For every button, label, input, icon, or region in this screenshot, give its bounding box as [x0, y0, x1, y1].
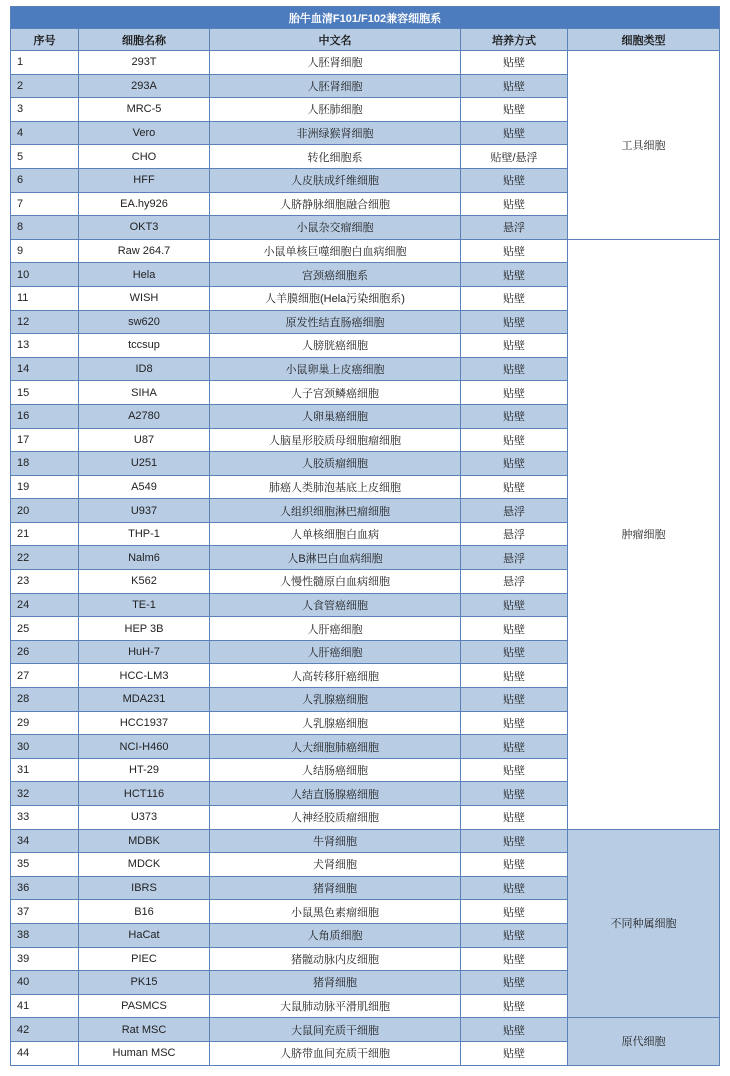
- row-culture-method: 贴壁: [461, 853, 568, 877]
- row-cell-name: SIHA: [79, 381, 210, 405]
- row-cell-type-group: 原代细胞: [568, 1018, 720, 1065]
- table-row: [11, 239, 720, 263]
- row-cell-name: PK15: [79, 971, 210, 995]
- row-chinese-name: 大鼠间充质干细胞: [210, 1018, 461, 1042]
- row-culture-method: 贴壁: [461, 617, 568, 641]
- row-index: 21: [11, 522, 79, 546]
- row-chinese-name: 人肝癌细胞: [210, 617, 461, 641]
- row-index: 17: [11, 428, 79, 452]
- row-index: 18: [11, 452, 79, 476]
- row-culture-method: 贴壁: [461, 381, 568, 405]
- row-cell-name: MDCK: [79, 853, 210, 877]
- row-chinese-name: 猪肾细胞: [210, 876, 461, 900]
- table-title-row: [11, 7, 720, 29]
- row-index: 23: [11, 570, 79, 594]
- row-culture-method: 贴壁: [461, 475, 568, 499]
- row-chinese-name: 人乳腺癌细胞: [210, 711, 461, 735]
- row-culture-method: 贴壁: [461, 664, 568, 688]
- row-cell-name: OKT3: [79, 216, 210, 240]
- row-culture-method: 贴壁: [461, 286, 568, 310]
- row-index: 20: [11, 499, 79, 523]
- row-chinese-name: 犬肾细胞: [210, 853, 461, 877]
- row-index: 25: [11, 617, 79, 641]
- row-chinese-name: 人胚肾细胞: [210, 51, 461, 75]
- row-chinese-name: 猪髋动脉内皮细胞: [210, 947, 461, 971]
- row-cell-name: PIEC: [79, 947, 210, 971]
- row-chinese-name: 人卵巢癌细胞: [210, 404, 461, 428]
- row-culture-method: 贴壁: [461, 947, 568, 971]
- row-cell-name: IBRS: [79, 876, 210, 900]
- row-culture-method: 贴壁: [461, 192, 568, 216]
- row-chinese-name: 人膀胱癌细胞: [210, 334, 461, 358]
- row-cell-name: MDBK: [79, 829, 210, 853]
- row-cell-name: HuH-7: [79, 640, 210, 664]
- row-chinese-name: 人高转移肝癌细胞: [210, 664, 461, 688]
- row-cell-name: 293T: [79, 51, 210, 75]
- row-index: 3: [11, 98, 79, 122]
- row-index: 9: [11, 239, 79, 263]
- row-index: 39: [11, 947, 79, 971]
- header-cell-type: 细胞类型: [568, 29, 720, 51]
- row-cell-name: Human MSC: [79, 1041, 210, 1065]
- row-culture-method: 贴壁: [461, 239, 568, 263]
- row-cell-name: U937: [79, 499, 210, 523]
- row-culture-method: 贴壁/悬浮: [461, 145, 568, 169]
- row-culture-method: 贴壁: [461, 452, 568, 476]
- header-culture-method: 培养方式: [461, 29, 568, 51]
- row-cell-name: WISH: [79, 286, 210, 310]
- row-culture-method: 贴壁: [461, 876, 568, 900]
- row-cell-type-group: 肿瘤细胞: [568, 239, 720, 829]
- row-chinese-name: 人脑星形胶质母细胞瘤细胞: [210, 428, 461, 452]
- row-culture-method: 悬浮: [461, 522, 568, 546]
- row-chinese-name: 人子宫颈鳞癌细胞: [210, 381, 461, 405]
- row-index: 36: [11, 876, 79, 900]
- row-chinese-name: 牛肾细胞: [210, 829, 461, 853]
- row-cell-type-group: 工具细胞: [568, 51, 720, 240]
- row-chinese-name: 人脐带血间充质干细胞: [210, 1041, 461, 1065]
- row-cell-name: HFF: [79, 168, 210, 192]
- row-chinese-name: 人食管癌细胞: [210, 593, 461, 617]
- row-culture-method: 贴壁: [461, 806, 568, 830]
- table-row: [11, 51, 720, 75]
- row-index: 13: [11, 334, 79, 358]
- table-row: [11, 1018, 720, 1042]
- header-cell-name: 细胞名称: [79, 29, 210, 51]
- row-index: 32: [11, 782, 79, 806]
- row-chinese-name: 人角质细胞: [210, 923, 461, 947]
- row-chinese-name: 小鼠卵巢上皮癌细胞: [210, 357, 461, 381]
- row-chinese-name: 小鼠单核巨噬细胞白血病细胞: [210, 239, 461, 263]
- row-cell-name: Nalm6: [79, 546, 210, 570]
- row-chinese-name: 人结直肠腺癌细胞: [210, 782, 461, 806]
- row-cell-name: MRC-5: [79, 98, 210, 122]
- row-index: 28: [11, 688, 79, 712]
- row-chinese-name: 人脐静脉细胞融合细胞: [210, 192, 461, 216]
- row-chinese-name: 人慢性髓原白血病细胞: [210, 570, 461, 594]
- row-culture-method: 贴壁: [461, 98, 568, 122]
- row-cell-name: HCC-LM3: [79, 664, 210, 688]
- row-index: 7: [11, 192, 79, 216]
- row-index: 8: [11, 216, 79, 240]
- row-index: 35: [11, 853, 79, 877]
- row-index: 37: [11, 900, 79, 924]
- row-index: 1: [11, 51, 79, 75]
- row-chinese-name: 原发性结直肠癌细胞: [210, 310, 461, 334]
- row-index: 34: [11, 829, 79, 853]
- row-culture-method: 贴壁: [461, 263, 568, 287]
- row-index: 44: [11, 1041, 79, 1065]
- row-cell-name: tccsup: [79, 334, 210, 358]
- row-cell-name: U373: [79, 806, 210, 830]
- row-culture-method: 贴壁: [461, 688, 568, 712]
- row-chinese-name: 人组织细胞淋巴瘤细胞: [210, 499, 461, 523]
- row-chinese-name: 猪肾细胞: [210, 971, 461, 995]
- row-culture-method: 贴壁: [461, 971, 568, 995]
- row-culture-method: 贴壁: [461, 310, 568, 334]
- row-culture-method: 贴壁: [461, 711, 568, 735]
- row-index: 33: [11, 806, 79, 830]
- cell-line-table-container: [10, 6, 719, 1066]
- row-index: 41: [11, 994, 79, 1018]
- row-cell-name: 293A: [79, 74, 210, 98]
- row-culture-method: 贴壁: [461, 640, 568, 664]
- row-culture-method: 贴壁: [461, 74, 568, 98]
- row-chinese-name: 小鼠黑色素瘤细胞: [210, 900, 461, 924]
- row-index: 16: [11, 404, 79, 428]
- row-cell-name: HEP 3B: [79, 617, 210, 641]
- header-chinese-name: 中文名: [210, 29, 461, 51]
- row-chinese-name: 人B淋巴白血病细胞: [210, 546, 461, 570]
- row-index: 15: [11, 381, 79, 405]
- table-body: [11, 51, 720, 1066]
- row-cell-name: U251: [79, 452, 210, 476]
- row-index: 5: [11, 145, 79, 169]
- row-culture-method: 贴壁: [461, 1041, 568, 1065]
- row-index: 26: [11, 640, 79, 664]
- row-chinese-name: 人大细胞肺癌细胞: [210, 735, 461, 759]
- header-index: 序号: [11, 29, 79, 51]
- row-index: 40: [11, 971, 79, 995]
- row-cell-name: EA.hy926: [79, 192, 210, 216]
- row-cell-name: THP-1: [79, 522, 210, 546]
- row-cell-name: HCC1937: [79, 711, 210, 735]
- row-culture-method: 贴壁: [461, 735, 568, 759]
- row-culture-method: 悬浮: [461, 216, 568, 240]
- row-chinese-name: 非洲绿猴肾细胞: [210, 121, 461, 145]
- row-culture-method: 贴壁: [461, 782, 568, 806]
- row-index: 14: [11, 357, 79, 381]
- table-header-row: [11, 29, 720, 51]
- row-culture-method: 贴壁: [461, 829, 568, 853]
- row-culture-method: 贴壁: [461, 121, 568, 145]
- row-culture-method: 贴壁: [461, 994, 568, 1018]
- row-culture-method: 悬浮: [461, 499, 568, 523]
- row-index: 6: [11, 168, 79, 192]
- row-cell-name: Vero: [79, 121, 210, 145]
- row-culture-method: 贴壁: [461, 168, 568, 192]
- table-title: 胎牛血清F101/F102兼容细胞系: [11, 7, 720, 29]
- row-cell-name: MDA231: [79, 688, 210, 712]
- row-index: 4: [11, 121, 79, 145]
- row-chinese-name: 人皮肤成纤维细胞: [210, 168, 461, 192]
- row-chinese-name: 宫颈癌细胞系: [210, 263, 461, 287]
- row-culture-method: 悬浮: [461, 570, 568, 594]
- table-row: [11, 829, 720, 853]
- row-cell-name: K562: [79, 570, 210, 594]
- row-culture-method: 贴壁: [461, 923, 568, 947]
- row-culture-method: 悬浮: [461, 546, 568, 570]
- row-cell-name: CHO: [79, 145, 210, 169]
- row-cell-name: Raw 264.7: [79, 239, 210, 263]
- row-chinese-name: 肺癌人类肺泡基底上皮细胞: [210, 475, 461, 499]
- row-cell-name: Hela: [79, 263, 210, 287]
- row-chinese-name: 人乳腺癌细胞: [210, 688, 461, 712]
- row-index: 19: [11, 475, 79, 499]
- row-chinese-name: 人肝癌细胞: [210, 640, 461, 664]
- row-cell-name: HT-29: [79, 758, 210, 782]
- row-chinese-name: 小鼠杂交瘤细胞: [210, 216, 461, 240]
- row-cell-type-group: 不同种属细胞: [568, 829, 720, 1018]
- row-index: 11: [11, 286, 79, 310]
- row-culture-method: 贴壁: [461, 334, 568, 358]
- row-cell-name: HaCat: [79, 923, 210, 947]
- cell-line-table: [10, 6, 720, 1066]
- row-index: 31: [11, 758, 79, 782]
- row-index: 29: [11, 711, 79, 735]
- row-chinese-name: 转化细胞系: [210, 145, 461, 169]
- row-culture-method: 贴壁: [461, 357, 568, 381]
- row-cell-name: sw620: [79, 310, 210, 334]
- row-index: 22: [11, 546, 79, 570]
- row-index: 30: [11, 735, 79, 759]
- row-index: 24: [11, 593, 79, 617]
- row-index: 27: [11, 664, 79, 688]
- row-chinese-name: 人结肠癌细胞: [210, 758, 461, 782]
- row-cell-name: NCI-H460: [79, 735, 210, 759]
- row-cell-name: B16: [79, 900, 210, 924]
- row-cell-name: U87: [79, 428, 210, 452]
- row-index: 42: [11, 1018, 79, 1042]
- row-cell-name: HCT116: [79, 782, 210, 806]
- row-chinese-name: 人神经胶质瘤细胞: [210, 806, 461, 830]
- row-chinese-name: 大鼠肺动脉平滑肌细胞: [210, 994, 461, 1018]
- row-chinese-name: 人胚肺细胞: [210, 98, 461, 122]
- row-index: 2: [11, 74, 79, 98]
- row-chinese-name: 人羊膜细胞(Hela污染细胞系): [210, 286, 461, 310]
- row-cell-name: ID8: [79, 357, 210, 381]
- row-culture-method: 贴壁: [461, 51, 568, 75]
- row-cell-name: PASMCS: [79, 994, 210, 1018]
- row-culture-method: 贴壁: [461, 428, 568, 452]
- row-culture-method: 贴壁: [461, 758, 568, 782]
- row-chinese-name: 人单核细胞白血病: [210, 522, 461, 546]
- row-culture-method: 贴壁: [461, 900, 568, 924]
- row-index: 12: [11, 310, 79, 334]
- row-culture-method: 贴壁: [461, 1018, 568, 1042]
- row-index: 10: [11, 263, 79, 287]
- row-cell-name: A549: [79, 475, 210, 499]
- row-chinese-name: 人胚肾细胞: [210, 74, 461, 98]
- row-culture-method: 贴壁: [461, 593, 568, 617]
- row-cell-name: A2780: [79, 404, 210, 428]
- row-culture-method: 贴壁: [461, 404, 568, 428]
- row-chinese-name: 人胶质瘤细胞: [210, 452, 461, 476]
- row-cell-name: TE-1: [79, 593, 210, 617]
- row-cell-name: Rat MSC: [79, 1018, 210, 1042]
- row-index: 38: [11, 923, 79, 947]
